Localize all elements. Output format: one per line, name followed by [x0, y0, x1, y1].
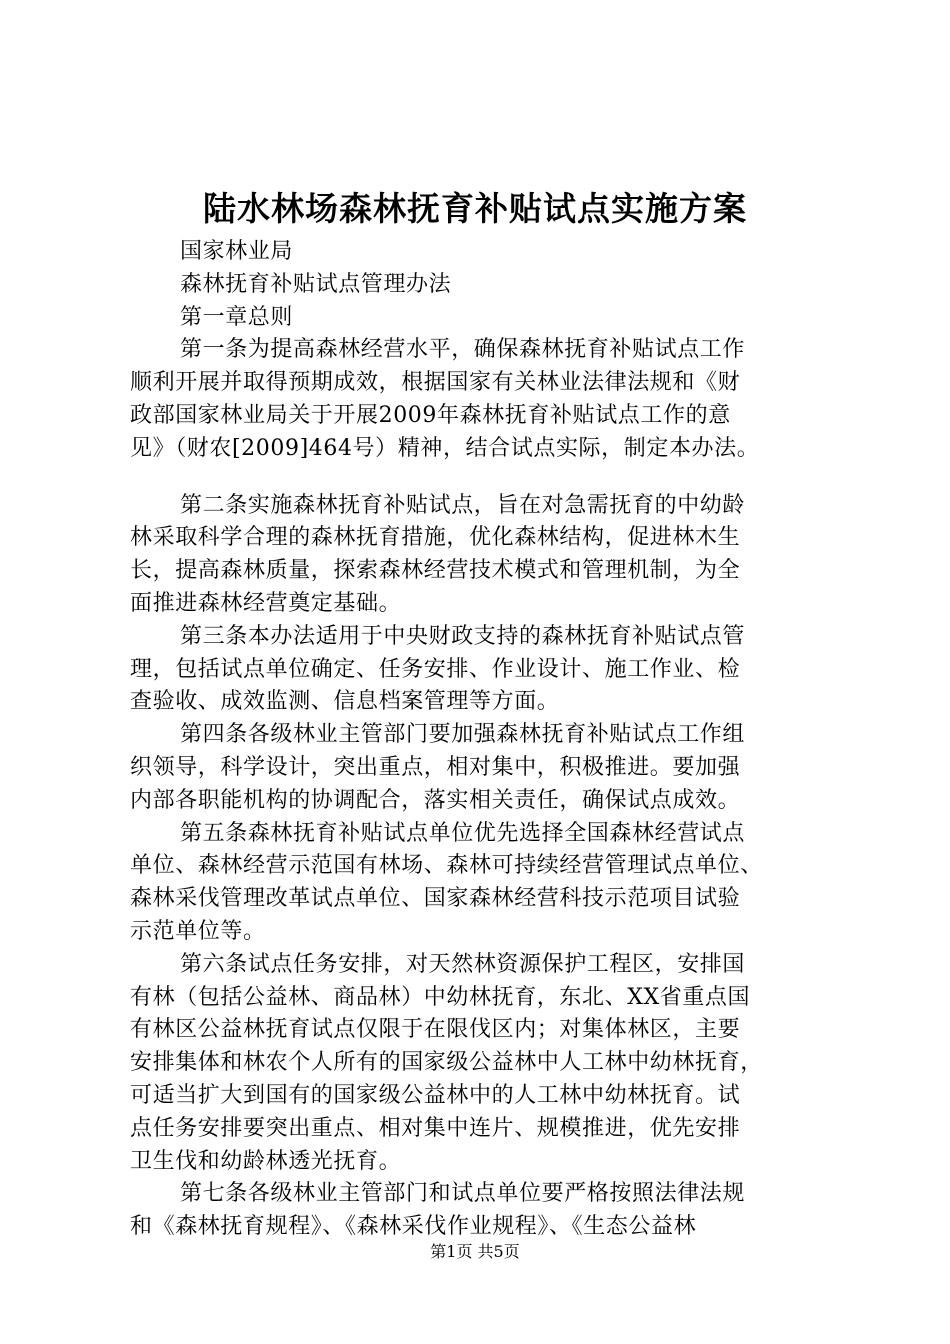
article-1-line: 顺利开展并取得预期成效，根据国家有关林业法律法规和《财: [130, 370, 741, 396]
paragraph-gap: [130, 466, 832, 490]
article-6-line: 第六条试点任务安排，对天然林资源保护工程区，安排国: [180, 951, 746, 977]
article-4-line: 内部各职能机构的协调配合，落实相关责任，确保试点成效。: [130, 787, 741, 813]
article-3-line: 第三条本办法适用于中央财政支持的森林抚育补贴试点管: [180, 623, 746, 649]
document-title: 陆水林场森林抚育补贴试点实施方案: [203, 189, 747, 228]
article-6-line: 安排集体和林农个人所有的国家级公益林中人工林中幼林抚育，: [130, 1050, 763, 1076]
document-body: [130, 236, 832, 1244]
issuer-line: 国家林业局: [180, 239, 294, 264]
article-6-line: 卫生伐和幼龄林透光抚育。: [130, 1148, 402, 1174]
article-5-line: 示范单位等。: [130, 918, 266, 944]
article-6-line: 有林（包括公益林、商品林）中幼林抚育，东北、XX省重点国: [130, 984, 751, 1010]
article-3-line: 查验收、成效监测、信息档案管理等方面。: [130, 689, 560, 715]
article-6-line: 点任务安排要突出重点、相对集中连片、规模推进，优先安排: [130, 1115, 741, 1141]
article-5-line: 森林采伐管理改革试点单位、国家森林经营科技示范项目试验: [130, 886, 741, 912]
article-2-line: 面推进森林经营奠定基础。: [130, 590, 402, 616]
article-1-line: 见》（财农[2009]464号）精神，结合试点实际，制定本办法。: [130, 435, 760, 461]
article-1-line: 政部国家林业局关于开展2009年森林抚育补贴试点工作的意: [130, 402, 731, 428]
article-5-line: 第五条森林抚育补贴试点单位优先选择全国森林经营试点: [180, 820, 746, 846]
article-5-line: 单位、森林经营示范国有林场、森林可持续经营管理试点单位、: [130, 853, 763, 879]
article-3-line: 理，包括试点单位确定、任务安排、作业设计、施工作业、检: [130, 656, 741, 682]
article-6-line: 可适当扩大到国有的国家级公益林中的人工林中幼林抚育。试: [130, 1082, 741, 1108]
chapter-heading: 第一章总则: [180, 304, 294, 330]
article-2-line: 林采取科学合理的森林抚育措施，优化森林结构，促进林木生: [130, 525, 741, 551]
article-6-line: 有林区公益林抚育试点仅限于在限伐区内；对集体林区，主要: [130, 1017, 741, 1043]
article-7-line: 第七条各级林业主管部门和试点单位要严格按照法律法规: [180, 1181, 746, 1207]
article-2-line: 第二条实施森林抚育补贴试点，旨在对急需抚育的中幼龄: [180, 492, 746, 518]
article-7-line: 和《森林抚育规程》、《森林采伐作业规程》、《生态公益林: [130, 1214, 697, 1240]
regulation-name-line: 森林抚育补贴试点管理办法: [180, 271, 452, 297]
article-4-line: 织领导，科学设计，突出重点，相对集中，积极推进。要加强: [130, 754, 741, 780]
article-2-line: 长，提高森林质量，探索森林经营技术模式和管理机制，为全: [130, 558, 741, 584]
page-footer: 第1页 共5页: [430, 1242, 520, 1261]
article-4-line: 第四条各级林业主管部门要加强森林抚育补贴试点工作组: [180, 722, 746, 748]
article-1-line: 第一条为提高森林经营水平，确保森林抚育补贴试点工作: [180, 337, 746, 363]
